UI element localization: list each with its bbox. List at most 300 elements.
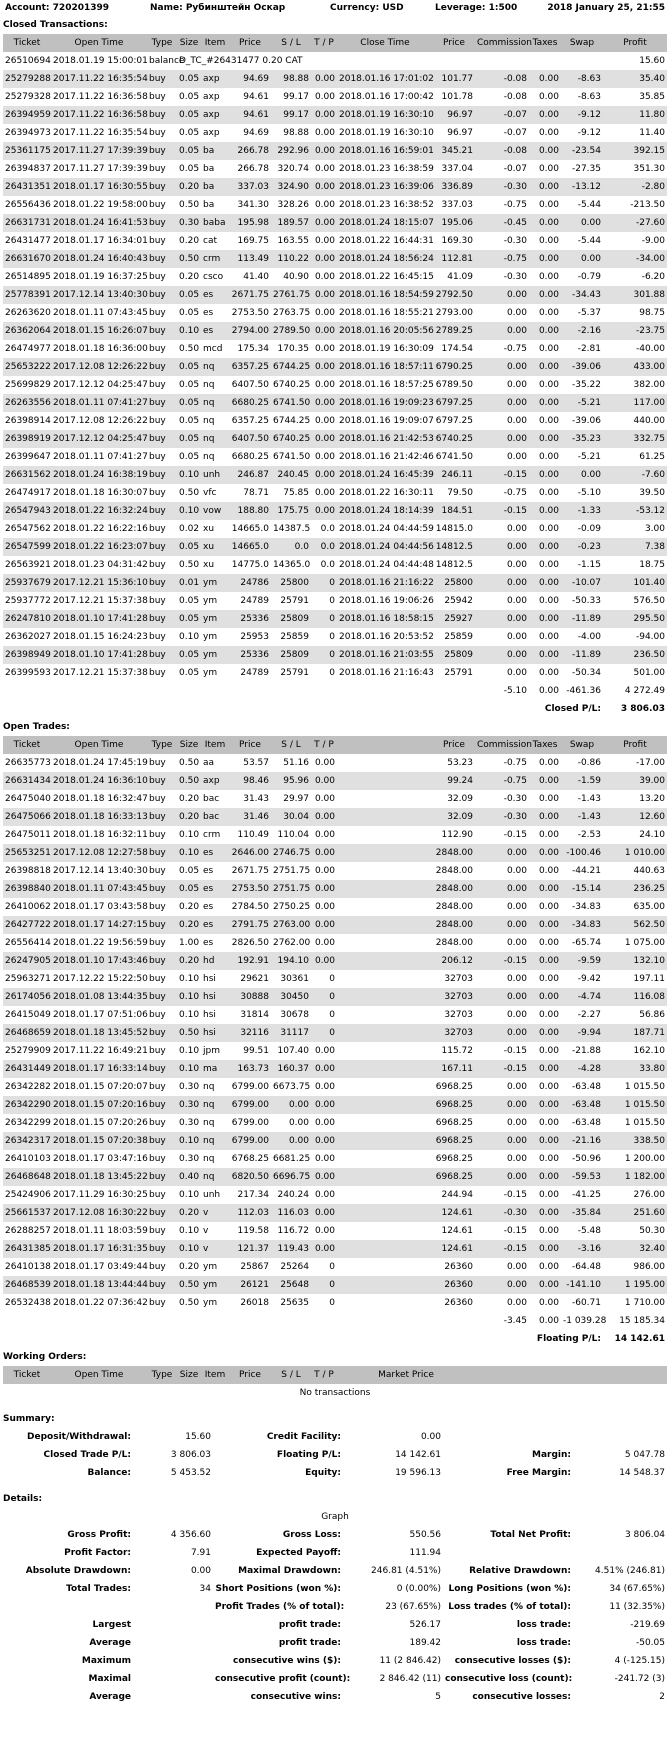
stats-cell [133,1616,213,1634]
open-cell: 26018 [240,1298,269,1308]
open-cell [337,808,433,826]
open-cell: 0.00 [529,952,561,970]
closed-cell: 0.00 [311,358,337,376]
open-row [3,1060,667,1078]
open-cell: 2791.75 [229,916,271,934]
stats-cell: -241.72 (3) [614,1674,665,1684]
closed-cell: 0.05 [179,128,200,138]
open-cell: 26360 [444,1298,473,1308]
closed-cell: 6797.25 [433,394,475,412]
open-cell: buy [147,772,177,790]
open-cell: hsi [203,1010,216,1020]
closed-cell: 2761.75 [271,286,311,304]
open-row [3,808,667,826]
working-col-0: Ticket [3,1366,51,1384]
stats-cell: Average [89,1692,131,1702]
open-cell: unh [203,1190,221,1200]
report-date: 2018 January 25, 21:55 [547,3,665,13]
closed-cell: 351.30 [633,164,665,174]
closed-cell: 0.20 [179,236,200,246]
open-cell [337,970,433,988]
closed-cell: 14815.0 [435,524,473,534]
closed-cell: 26398949 [3,646,51,664]
stats-cell [133,1688,213,1706]
closed-cell: 14387.5 [273,524,311,534]
open-cell [337,880,433,898]
closed-cell: 0.00 [506,524,527,534]
closed-cell: -9.12 [577,128,601,138]
open-row [3,1258,667,1276]
closed-cell: 0.00 [475,646,529,664]
closed-cell: 2018.01.16 20:53:52 [339,632,434,642]
closed-cell: buy [149,380,166,390]
closed-cell: 25937772 [5,596,51,606]
open-cell: hsi [201,988,229,1006]
open-cell: es [203,938,214,948]
stats-cell: 5 [435,1692,441,1702]
open-cell: 25279909 [5,1046,51,1056]
closed-cell: -39.06 [571,416,601,426]
open-cell: 6968.25 [435,1118,473,1128]
open-cell: 6768.25 [231,1154,269,1164]
open-cell: 0.30 [179,1082,200,1092]
closed-cell: -35.23 [561,430,603,448]
open-cell: buy [147,1168,177,1186]
closed-cell: 2018.01.24 04:44:56 [337,538,433,556]
open-cell [337,934,433,952]
closed-cell: 0.00 [311,322,337,340]
closed-cell: buy [149,632,166,642]
open-cell: 2018.01.18 16:32:47 [53,794,148,804]
closed-cell: 0.00 [529,286,561,304]
closed-cell: 195.98 [229,214,271,232]
open-cell: 119.58 [237,1226,269,1236]
closed-cell: 0.00 [529,358,561,376]
closed-cell: unh [201,466,229,484]
open-cell: 1 195.00 [603,1276,667,1294]
closed-cell: -0.30 [503,272,527,282]
closed-cell: -50.34 [571,668,601,678]
closed-cell: 0.00 [529,610,561,628]
closed-row [3,142,667,160]
closed-cell: buy [147,502,177,520]
closed-cell: 79.50 [447,488,473,498]
closed-cell: axp [201,106,229,124]
open-cell: 26342290 [3,1096,51,1114]
open-cell: -0.15 [503,1046,527,1056]
details-cell [443,1544,573,1562]
closed-row [3,88,667,106]
stats-cell: profit trade: [278,1620,341,1630]
closed-cell: -0.75 [503,200,527,210]
stats-cell: 11 (2 846.42) [379,1656,441,1666]
closed-cell: -5.21 [561,394,603,412]
closed-cell: 440.00 [633,416,665,426]
closed-row [3,664,667,682]
open-row [3,1186,667,1204]
closed-cell: 0.00 [475,286,529,304]
closed-cell: 6680.25 [231,452,269,462]
closed-cell: buy [149,92,166,102]
closed-cell: 25859 [280,632,309,642]
closed-cell: 2017.11.27 17:39:39 [53,164,148,174]
open-col-8 [337,736,433,754]
open-cell: 0 [329,1298,335,1308]
closed-cell: 0 [329,632,335,642]
open-cell: 0.00 [475,880,529,898]
closed-cell: -0.75 [503,488,527,498]
open-row [3,826,667,844]
closed-cell: 0.00 [311,286,337,304]
closed-cell: 26514895 [5,272,51,282]
stats-cell: 34 (67.65%) [609,1584,665,1594]
open-cell [337,1204,433,1222]
stats-cell [133,1598,213,1616]
closed-cell: 0.50 [179,560,200,570]
open-cell: 29621 [240,974,269,984]
open-cell: -9.59 [561,952,603,970]
closed-cell: ba [203,164,215,174]
closed-cell: 101.78 [441,92,473,102]
open-cell: nq [203,1082,215,1092]
open-cell: 0.00 [311,916,337,934]
open-cell: 0.50 [179,758,200,768]
closed-row [3,628,667,646]
closed-total-commission: -5.10 [503,686,527,696]
closed-cell: 2018.01.19 16:30:10 [339,128,434,138]
closed-cell: 2018.01.16 18:54:59 [337,286,433,304]
open-cell: 0.20 [179,902,200,912]
closed-cell: 0.10 [177,322,201,340]
closed-row [3,322,667,340]
stats-cell [133,1652,213,1670]
open-cell: 0.00 [506,1262,527,1272]
open-totals-row [3,1312,667,1330]
open-cell: 6968.25 [435,1082,473,1092]
open-cell: -60.71 [571,1298,601,1308]
closed-cell: 0.00 [529,430,561,448]
closed-cell: 0.00 [538,380,559,390]
closed-cell: 2018.01.19 16:37:25 [53,272,148,282]
open-cell: buy [149,938,166,948]
open-cell [337,1114,433,1132]
closed-cell: crm [201,250,229,268]
open-cell: 2762.00 [273,938,311,948]
closed-cell: 2018.01.22 16:23:07 [51,538,147,556]
closed-row [3,286,667,304]
closed-cell: xu [201,538,229,556]
closed-cell: buy [149,524,166,534]
floating-pl-label: Floating P/L: [536,1334,601,1344]
closed-cell: 0.00 [538,668,559,678]
closed-cell: 0.00 [529,178,561,196]
closed-row [3,268,667,286]
open-cell: -0.75 [503,758,527,768]
open-cell: 112.03 [229,1204,271,1222]
open-cell: 112.90 [441,830,473,840]
open-row [3,952,667,970]
closed-cell: 0 [311,610,337,628]
balance-ticket: 26510694 [5,56,51,66]
closed-cell: 25809 [433,646,475,664]
open-cell: buy [149,1010,166,1020]
closed-cell: 246.87 [229,466,271,484]
account-name: Name: Рубинштейн Оскар [150,3,286,13]
closed-cell: 2017.12.21 15:37:38 [53,596,148,606]
closed-cell: -10.07 [561,574,603,592]
closed-cell: buy [149,596,166,606]
open-cell: 0.10 [179,974,200,984]
summary-row [3,1428,667,1446]
account-number: Account: 720201399 [5,3,110,13]
closed-cell: 0.0 [271,538,311,556]
open-cell: 2753.50 [229,880,271,898]
closed-cell: 0.05 [177,358,201,376]
open-cell: 0.10 [179,1226,200,1236]
closed-row [3,214,667,232]
closed-cell: -0.23 [561,538,603,556]
open-cell: 0.00 [314,1046,335,1056]
open-cell: buy [147,1240,177,1258]
open-cell: -4.28 [561,1060,603,1078]
closed-cell: 175.75 [271,502,311,520]
closed-cell: 2018.01.23 04:31:42 [53,560,148,570]
open-cell: 0.10 [177,844,201,862]
closed-cell: -35.22 [571,380,601,390]
closed-cell: 2018.01.11 07:41:27 [53,452,148,462]
closed-cell: ym [203,632,218,642]
open-cell: buy [149,1046,166,1056]
open-cell: 251.60 [603,1204,667,1222]
details-cell: 550.56 [409,1530,441,1540]
open-cell: -9.94 [561,1024,603,1042]
details-cell: 4 356.60 [170,1530,211,1540]
closed-cell: buy [147,322,177,340]
closed-cell: -8.63 [577,92,601,102]
closed-cell: 35.85 [639,92,665,102]
open-cell: buy [149,1082,166,1092]
open-cell [337,1258,433,1276]
open-cell: 32703 [444,974,473,984]
open-cell: 0.00 [529,1132,561,1150]
closed-cell: 0.00 [529,394,561,412]
closed-cell: 2017.11.22 16:35:54 [51,70,147,88]
open-trades-table [3,736,667,1348]
closed-cell: 266.78 [229,142,271,160]
open-cell: jpm [203,1046,220,1056]
summary-cell: Deposit/Withdrawal: [27,1432,131,1442]
closed-cell: 0.00 [475,610,529,628]
closed-cell: nq [203,452,215,462]
closed-cell: 324.90 [271,178,311,196]
open-cell: 6696.75 [271,1168,311,1186]
closed-cell: buy [147,214,177,232]
closed-cell: 170.35 [277,344,309,354]
closed-cell: xu [203,524,215,534]
closed-cell: 332.75 [603,430,667,448]
closed-cell: -0.07 [475,106,529,124]
closed-col-13: Profit [603,34,667,52]
open-cell: 2017.11.22 16:49:21 [53,1046,148,1056]
open-cell: bac [203,794,220,804]
open-row [3,1078,667,1096]
open-cell: buy [147,880,177,898]
closed-cell: 2018.01.10 17:41:28 [51,646,147,664]
closed-cell: 0.00 [475,430,529,448]
closed-cell: 0.00 [311,178,337,196]
closed-cell: 26631562 [3,466,51,484]
closed-cell: 94.61 [243,92,269,102]
open-cell: 26360 [444,1262,473,1272]
closed-row [3,484,667,502]
closed-cell: buy [149,668,166,678]
closed-cell: 94.61 [229,106,271,124]
open-cell: 26556414 [5,938,51,948]
open-cell: 0.00 [538,974,559,984]
closed-cell: 26431477 [5,236,51,246]
open-cell: 440.63 [633,866,665,876]
open-cell: -0.15 [475,952,529,970]
closed-cell: -0.08 [475,142,529,160]
closed-cell: 117.00 [603,394,667,412]
stats-cell: consecutive wins: [250,1692,341,1702]
stats-cell: Average [89,1638,131,1648]
stats-cell: Long Positions (won %): [448,1584,571,1594]
closed-cell: 189.57 [271,214,311,232]
open-cell: -41.25 [571,1190,601,1200]
open-cell: -44.21 [571,866,601,876]
open-cell: 197.11 [633,974,665,984]
closed-cell: 0.00 [475,322,529,340]
open-cell: 2018.01.17 07:51:06 [53,1010,148,1020]
closed-cell: 2017.11.22 16:36:58 [53,92,148,102]
closed-cell: 14812.5 [433,538,475,556]
open-cell: 0.10 [177,1060,201,1078]
closed-cell: 25336 [229,610,271,628]
closed-cell: 0.00 [529,106,561,124]
closed-cell: 2018.01.18 16:36:00 [53,344,148,354]
open-cell: 2018.01.17 16:33:14 [51,1060,147,1078]
closed-cell: 0.05 [179,452,200,462]
open-cell: 0.00 [529,1204,561,1222]
open-cell: 99.51 [243,1046,269,1056]
closed-cell: buy [149,416,166,426]
closed-cell: 2018.01.24 18:56:24 [337,250,433,268]
open-cell: -15.14 [561,880,603,898]
closed-cell: mcd [203,344,223,354]
closed-cell: 0.50 [179,200,200,210]
closed-cell: 0.00 [311,430,337,448]
open-row [3,934,667,952]
open-cell: 31117 [271,1024,311,1042]
open-cell: 0.00 [538,794,559,804]
closed-cell: 0.00 [314,380,335,390]
closed-col-6: S / L [271,34,311,52]
summary-cell: 5 453.52 [170,1468,211,1478]
open-cell: -63.48 [561,1096,603,1114]
open-cell: 1 182.00 [603,1168,667,1186]
closed-cell: 2017.12.12 04:25:47 [53,380,148,390]
open-cell: 0.00 [538,758,559,768]
open-cell: 0.00 [475,988,529,1006]
closed-row [3,430,667,448]
open-row [3,844,667,862]
open-cell: -0.15 [503,830,527,840]
open-cell: 0.10 [177,988,201,1006]
closed-cell: 2018.01.18 16:30:07 [53,488,148,498]
open-cell: buy [147,916,177,934]
open-cell: 0 [311,988,337,1006]
open-cell: 0.00 [475,1168,529,1186]
open-cell: -34.83 [571,902,601,912]
closed-cell: buy [149,560,166,570]
stats-cell: Maximal [88,1674,131,1684]
open-cell: 2018.01.22 19:56:59 [53,938,148,948]
closed-cell: 2018.01.24 04:44:48 [339,560,434,570]
closed-cell: 2018.01.24 18:14:39 [337,502,433,520]
open-cell: -1.43 [561,808,603,826]
closed-row [3,250,667,268]
stats-cell: 23 (67.65%) [385,1602,441,1612]
closed-cell: 0.00 [475,358,529,376]
closed-pl-label: Closed P/L: [544,704,601,714]
open-cell: 0.05 [177,880,201,898]
open-cell: 2018.01.18 16:33:13 [51,808,147,826]
closed-cell: 328.26 [277,200,309,210]
closed-cell: 14665.0 [231,524,269,534]
open-row [3,1222,667,1240]
open-cell: 2671.75 [231,866,269,876]
closed-cell: 2018.01.16 17:01:02 [337,70,433,88]
closed-cell: 0.05 [177,538,201,556]
open-cell: 0.20 [177,808,201,826]
open-cell: axp [201,772,229,790]
closed-cell: 0.00 [538,344,559,354]
closed-row [3,376,667,394]
open-cell: 2018.01.11 07:43:45 [51,880,147,898]
stats-cell [3,1598,133,1616]
open-cell: 132.10 [603,952,667,970]
closed-cell: 41.40 [243,272,269,282]
working-col-8: Market Price [337,1366,475,1384]
stats-cell [133,1634,213,1652]
closed-cell: 26398914 [5,416,51,426]
closed-cell: 295.50 [603,610,667,628]
closed-header-row [3,34,667,52]
details-cell: 0.00 [190,1566,211,1576]
closed-cell: 169.75 [237,236,269,246]
open-cell: 0.00 [314,902,335,912]
open-cell: 30361 [280,974,309,984]
closed-cell: 25336 [229,646,271,664]
stats-cell: Profit Trades (% of total): [215,1602,345,1612]
closed-cell: 6741.50 [435,452,473,462]
closed-cell: 2018.01.19 16:30:09 [339,344,434,354]
floating-pl-value: 14 142.61 [614,1334,665,1344]
open-cell [337,1132,433,1150]
closed-cell: 0.00 [506,560,527,570]
closed-cell: 195.06 [433,214,475,232]
stats-cell: -219.69 [630,1620,665,1630]
open-cell: -4.74 [561,988,603,1006]
closed-cell: 96.97 [447,128,473,138]
closed-cell: 2794.00 [229,322,271,340]
open-cell: 2751.75 [271,880,311,898]
open-cell [337,1096,433,1114]
closed-cell: 25778391 [3,286,51,304]
closed-cell: 337.03 [229,178,271,196]
closed-cell: 6790.25 [433,358,475,376]
